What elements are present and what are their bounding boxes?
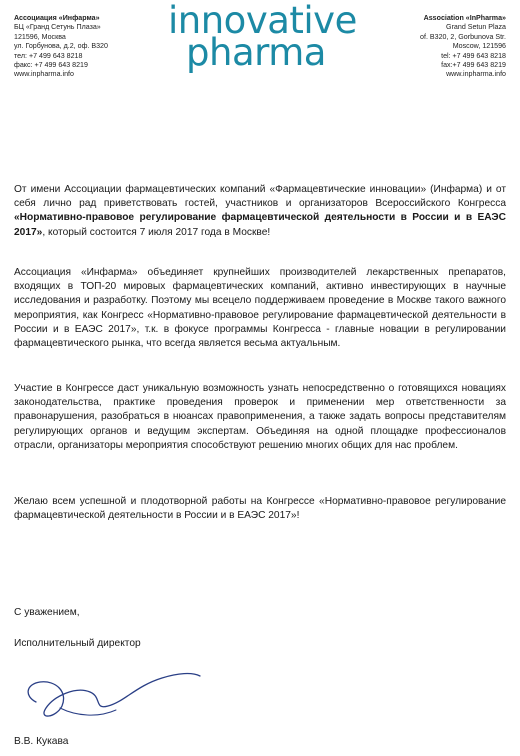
letterhead-address-line: Grand Setun Plaza [446, 23, 506, 32]
letterhead-fax: fax:+7 499 643 8219 [441, 61, 506, 70]
letter-paragraph-greeting [14, 183, 506, 240]
closing-regards: С уважением, [14, 607, 80, 618]
letter-paragraph-association: Ассоциация «Инфарма» объединяет крупнейших производителей лекарственных препаратов, входящих в ТОП-20 мировых фармацевтических компаний, активно инвестирующих в научные исследования и разработку. Поэтому мы всецело поддерживаем проведение в Москве такого важного мероприятия, как Конгресс «Нормативно-правовое регулирование фармацевтической деятельности в России и в ЕАЭС 2017», т.к. в фокусе программы Конгресса - главные новации в регулировании фармацевтического рынка, что всегда является весьма актуальным. [14, 267, 506, 350]
handwritten-signature [16, 656, 206, 728]
letterhead-fax: факс: +7 499 643 8219 [14, 61, 88, 70]
letterhead-phone: тел: +7 499 643 8218 [14, 51, 83, 60]
letterhead-address-line: Moscow, 121596 [452, 42, 506, 51]
innovative-pharma-logo [168, 0, 357, 74]
letterhead-org-name-ru: Ассоциация «Инфарма» [14, 14, 100, 22]
letter-paragraph-wishes: Желаю всем успешной и плодотворной работы на Конгрессе «Нормативно-правовое регулирование фармацевтической деятельности в России и в ЕАЭС 2017»! [14, 496, 506, 522]
signatory-name: В.В. Кукава [14, 736, 69, 747]
letterhead-address-line: ул. Горбунова, д.2, оф. В320 [14, 42, 108, 51]
letterhead-address-line: of. B320, 2, Gorbunova Str. [420, 32, 506, 41]
letterhead-address-line: БЦ «Гранд Сетунь Плаза» [14, 23, 101, 32]
letterhead-address-line: 121596, Москва [14, 32, 66, 41]
letterhead-org-name-en: Association «InPharma» [423, 14, 506, 22]
letterhead-website: www.inpharma.info [446, 70, 506, 79]
letterhead-address-english [376, 14, 506, 80]
logo-word-innovative: innovative [168, 0, 357, 42]
congress-title: «Нормативно-правовое регулирование фармацевтической деятельности в России и в ЕАЭС 2017» [14, 212, 506, 238]
letter-paragraph-participation: Участие в Конгрессе даст уникальную возможность узнать непосредственно о готовящихся новациях законодательства, практике проведения проверок и применении мер ответственности за правонарушения, разобраться в нюансах правоприменения, а также задать вопросы представителям регулирующих органов и ведущим экспертам. Объединяя на одной площадке профессионалов отрасли, организаторы мероприятия способствуют решению многих общих для нас проблем. [14, 383, 506, 451]
signatory-position: Исполнительный директор [14, 638, 141, 649]
logo-word-pharma: pharma [186, 31, 326, 74]
greeting-date-text: , который состоится 7 июля 2017 года в Москве! [42, 226, 271, 238]
letterhead-address-russian [14, 14, 144, 80]
letterhead-phone: tel: +7 499 643 8218 [441, 51, 506, 60]
letterhead-website: www.inpharma.info [14, 70, 74, 79]
greeting-text: От имени Ассоциации фармацевтических компаний «Фармацевтические инновации» (Инфарма) и от себя лично рад приветствовать гостей, участников и организаторов Всероссийского Конгресса [14, 184, 506, 210]
